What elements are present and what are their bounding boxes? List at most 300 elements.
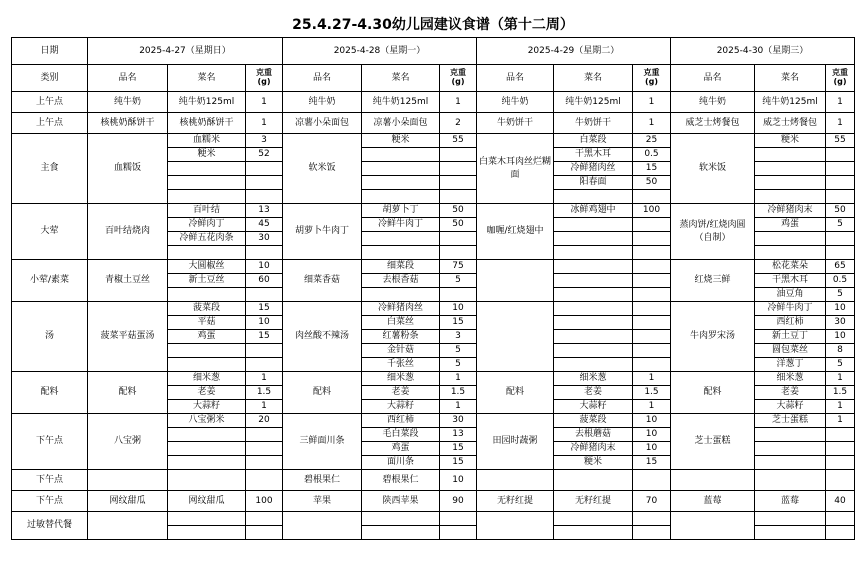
product-cell <box>477 512 554 540</box>
qty-cell <box>633 512 671 526</box>
product-cell: 软米饭 <box>283 134 362 204</box>
qty-cell: 15 <box>440 442 477 456</box>
qty-cell: 1 <box>826 372 855 386</box>
qty-cell: 5 <box>440 358 477 372</box>
qty-cell <box>633 344 671 358</box>
category-cell: 下午点 <box>12 491 88 512</box>
qty-cell: 10 <box>246 316 283 330</box>
qty-cell: 30 <box>246 232 283 246</box>
qty-cell: 10 <box>826 302 855 316</box>
dish-label: 菜名 <box>554 65 633 92</box>
dish-cell <box>168 162 246 176</box>
qty-cell <box>246 190 283 204</box>
qty-cell <box>826 232 855 246</box>
qty-label <box>633 65 671 92</box>
qty-cell: 1 <box>826 113 855 134</box>
qty-cell: 10 <box>246 260 283 274</box>
dish-cell: 冰鲜鸡翅中 <box>554 204 633 218</box>
qty-cell: 2 <box>440 113 477 134</box>
dish-cell: 纯牛奶125ml <box>755 92 826 113</box>
qty-cell: 65 <box>826 260 855 274</box>
qty-label-text: 克重(g) <box>643 67 660 86</box>
product-cell: 威芝士烤餐包 <box>671 113 755 134</box>
dish-cell: 新土豆丁 <box>755 330 826 344</box>
qty-cell: 1 <box>633 113 671 134</box>
qty-cell: 10 <box>440 470 477 491</box>
qty-cell: 1 <box>633 92 671 113</box>
product-cell: 纯牛奶 <box>671 92 755 113</box>
qty-cell: 0.5 <box>633 148 671 162</box>
dish-cell <box>362 190 440 204</box>
dish-cell <box>755 526 826 540</box>
product-cell: 纯牛奶 <box>88 92 168 113</box>
dish-cell: 冷鲜牛肉丁 <box>755 302 826 316</box>
dish-cell: 碧根果仁 <box>362 470 440 491</box>
dish-cell <box>554 274 633 288</box>
product-cell: 无籽红提 <box>477 491 554 512</box>
qty-cell <box>440 232 477 246</box>
category-cell: 下午点 <box>12 470 88 491</box>
dish-cell: 细菜段 <box>362 260 440 274</box>
dish-cell: 牛奶饼干 <box>554 113 633 134</box>
qty-cell: 10 <box>633 428 671 442</box>
qty-label <box>826 65 855 92</box>
dish-label: 菜名 <box>755 65 826 92</box>
dish-cell <box>755 470 826 491</box>
dish-cell: 芝士蛋糕 <box>755 414 826 428</box>
qty-cell: 55 <box>826 134 855 148</box>
table-row <box>12 512 855 526</box>
product-cell: 纯牛奶 <box>283 92 362 113</box>
qty-cell <box>633 358 671 372</box>
product-cell <box>283 512 362 540</box>
qty-cell: 1 <box>826 414 855 428</box>
table-row <box>12 134 855 148</box>
qty-cell: 100 <box>246 491 283 512</box>
qty-cell: 1 <box>246 113 283 134</box>
qty-cell <box>633 190 671 204</box>
qty-cell: 50 <box>440 204 477 218</box>
dish-cell: 冷鲜五花肉条 <box>168 232 246 246</box>
dish-cell <box>554 246 633 260</box>
dish-cell: 大蒜籽 <box>755 400 826 414</box>
product-label: 品名 <box>283 65 362 92</box>
product-cell <box>88 470 168 491</box>
qty-label <box>440 65 477 92</box>
dish-cell <box>554 358 633 372</box>
dish-cell <box>554 260 633 274</box>
table-row <box>12 414 855 428</box>
dish-cell: 网纹甜瓜 <box>168 491 246 512</box>
dish-cell: 八宝粥米 <box>168 414 246 428</box>
qty-label-text: 克重(g) <box>450 67 466 86</box>
menu-table <box>11 37 855 540</box>
dish-cell <box>755 442 826 456</box>
qty-cell <box>633 232 671 246</box>
product-cell: 配料 <box>283 372 362 414</box>
qty-cell <box>440 176 477 190</box>
qty-cell <box>633 246 671 260</box>
qty-cell <box>633 260 671 274</box>
qty-cell <box>826 246 855 260</box>
qty-cell <box>246 288 283 302</box>
dish-cell: 西红柿 <box>362 414 440 428</box>
qty-cell: 1.5 <box>826 386 855 400</box>
qty-cell <box>246 162 283 176</box>
qty-cell: 1 <box>633 400 671 414</box>
qty-cell: 45 <box>246 218 283 232</box>
dish-cell <box>554 218 633 232</box>
qty-cell <box>440 148 477 162</box>
qty-cell: 40 <box>826 491 855 512</box>
qty-cell <box>440 526 477 540</box>
product-cell <box>88 512 168 540</box>
qty-cell: 55 <box>440 134 477 148</box>
qty-cell: 1 <box>246 372 283 386</box>
dish-cell <box>554 470 633 491</box>
category-cell: 上午点 <box>12 92 88 113</box>
dish-cell: 粳米 <box>168 148 246 162</box>
qty-cell: 5 <box>440 274 477 288</box>
dish-cell: 细米葱 <box>755 372 826 386</box>
dish-cell: 威芝士烤餐包 <box>755 113 826 134</box>
product-cell: 苹果 <box>283 491 362 512</box>
product-cell <box>477 302 554 372</box>
dish-cell <box>755 190 826 204</box>
qty-cell <box>826 512 855 526</box>
product-cell <box>477 260 554 302</box>
qty-cell: 15 <box>633 456 671 470</box>
qty-cell <box>633 274 671 288</box>
dish-cell: 冷鲜猪肉丝 <box>554 162 633 176</box>
product-cell: 软米饭 <box>671 134 755 204</box>
dish-cell: 老姜 <box>755 386 826 400</box>
qty-cell <box>826 162 855 176</box>
qty-cell: 1 <box>440 372 477 386</box>
dish-cell: 去根香菇 <box>362 274 440 288</box>
qty-cell <box>633 218 671 232</box>
qty-cell: 10 <box>633 414 671 428</box>
qty-cell: 30 <box>440 414 477 428</box>
product-cell: 凉薯小朵面包 <box>283 113 362 134</box>
qty-cell <box>440 288 477 302</box>
qty-cell: 52 <box>246 148 283 162</box>
dish-cell: 油豆角 <box>755 288 826 302</box>
dish-cell <box>554 316 633 330</box>
dish-cell <box>362 148 440 162</box>
qty-cell: 15 <box>246 302 283 316</box>
category-label: 类别 <box>12 65 88 92</box>
dish-cell <box>168 288 246 302</box>
qty-cell: 15 <box>633 162 671 176</box>
qty-cell <box>633 470 671 491</box>
dish-cell: 菠菜段 <box>554 414 633 428</box>
qty-cell <box>826 442 855 456</box>
qty-cell: 50 <box>440 218 477 232</box>
product-cell: 三鲜面川条 <box>283 414 362 470</box>
dish-cell <box>168 512 246 526</box>
dish-cell <box>168 176 246 190</box>
dish-cell: 血糯米 <box>168 134 246 148</box>
product-label: 品名 <box>88 65 168 92</box>
qty-cell: 5 <box>440 344 477 358</box>
qty-cell <box>246 246 283 260</box>
dish-cell: 平菇 <box>168 316 246 330</box>
table-row <box>12 260 855 274</box>
table-row <box>12 302 855 316</box>
product-cell: 红烧三鲜 <box>671 260 755 302</box>
qty-cell: 13 <box>440 428 477 442</box>
dish-cell <box>554 288 633 302</box>
dish-cell: 老姜 <box>168 386 246 400</box>
date-label: 日期 <box>12 38 88 65</box>
product-cell: 田园时蔬粥 <box>477 414 554 470</box>
product-cell: 百叶结烧肉 <box>88 204 168 260</box>
dish-cell: 蓝莓 <box>755 491 826 512</box>
qty-cell: 100 <box>633 204 671 218</box>
qty-label <box>246 65 283 92</box>
dish-cell <box>168 190 246 204</box>
dish-cell: 冷鲜猪肉末 <box>755 204 826 218</box>
dish-cell: 干黑木耳 <box>554 148 633 162</box>
dish-cell: 细米葱 <box>554 372 633 386</box>
dish-cell: 大蒜籽 <box>554 400 633 414</box>
dish-cell: 千张丝 <box>362 358 440 372</box>
category-cell: 配料 <box>12 372 88 414</box>
qty-cell: 15 <box>440 456 477 470</box>
dish-cell: 纯牛奶125ml <box>554 92 633 113</box>
qty-cell <box>440 246 477 260</box>
qty-cell: 10 <box>826 330 855 344</box>
dish-cell <box>168 470 246 491</box>
dish-cell: 凉薯小朵面包 <box>362 113 440 134</box>
product-cell: 碧根果仁 <box>283 470 362 491</box>
dish-cell <box>755 148 826 162</box>
qty-cell: 15 <box>440 316 477 330</box>
dish-cell <box>755 176 826 190</box>
qty-cell: 1.5 <box>246 386 283 400</box>
qty-cell: 10 <box>440 302 477 316</box>
dish-cell: 粳米 <box>554 456 633 470</box>
qty-label-text: 克重(g) <box>832 67 848 86</box>
dish-cell: 去根蘑菇 <box>554 428 633 442</box>
qty-cell <box>826 526 855 540</box>
dish-cell <box>554 512 633 526</box>
dish-cell: 胡萝卜丁 <box>362 204 440 218</box>
dish-cell: 毛白菜段 <box>362 428 440 442</box>
product-cell: 牛肉罗宋汤 <box>671 302 755 372</box>
qty-cell <box>246 470 283 491</box>
qty-cell <box>633 288 671 302</box>
qty-cell: 10 <box>633 442 671 456</box>
product-cell: 青椒土豆丝 <box>88 260 168 302</box>
product-cell: 咖喱/红烧翅中 <box>477 204 554 260</box>
category-cell: 汤 <box>12 302 88 372</box>
qty-cell <box>633 302 671 316</box>
column-header-row <box>12 65 855 92</box>
dish-cell: 核桃奶酥饼干 <box>168 113 246 134</box>
qty-cell: 70 <box>633 491 671 512</box>
qty-cell: 60 <box>246 274 283 288</box>
dish-cell <box>554 344 633 358</box>
qty-cell: 5 <box>826 358 855 372</box>
qty-cell <box>633 330 671 344</box>
dish-cell: 细米葱 <box>168 372 246 386</box>
dish-cell <box>755 428 826 442</box>
product-cell <box>671 512 755 540</box>
product-cell <box>671 470 755 491</box>
dish-cell: 老姜 <box>362 386 440 400</box>
category-cell: 下午点 <box>12 414 88 470</box>
dish-cell <box>755 162 826 176</box>
qty-cell: 50 <box>826 204 855 218</box>
product-cell: 网纹甜瓜 <box>88 491 168 512</box>
dish-cell: 新土豆丝 <box>168 274 246 288</box>
dish-cell: 纯牛奶125ml <box>168 92 246 113</box>
category-cell: 大荤 <box>12 204 88 260</box>
dish-cell: 阳春面 <box>554 176 633 190</box>
qty-cell <box>246 526 283 540</box>
qty-cell: 25 <box>633 134 671 148</box>
qty-cell: 1 <box>440 92 477 113</box>
qty-cell: 8 <box>826 344 855 358</box>
dish-cell <box>168 442 246 456</box>
date-header-row <box>12 38 855 65</box>
category-cell: 小荤/素菜 <box>12 260 88 302</box>
day-header: 2025-4-28（星期一） <box>283 38 477 65</box>
qty-cell: 13 <box>246 204 283 218</box>
dish-cell: 陕西苹果 <box>362 491 440 512</box>
qty-cell <box>440 162 477 176</box>
product-cell: 胡萝卜牛肉丁 <box>283 204 362 260</box>
dish-cell: 洋葱丁 <box>755 358 826 372</box>
product-cell: 核桃奶酥饼干 <box>88 113 168 134</box>
table-row <box>12 204 855 218</box>
dish-cell: 老姜 <box>554 386 633 400</box>
dish-cell: 面川条 <box>362 456 440 470</box>
dish-cell: 金针菇 <box>362 344 440 358</box>
qty-cell <box>246 358 283 372</box>
table-row <box>12 113 855 134</box>
dish-cell: 松花菜朵 <box>755 260 826 274</box>
product-cell: 纯牛奶 <box>477 92 554 113</box>
qty-cell <box>246 512 283 526</box>
qty-cell: 30 <box>826 316 855 330</box>
dish-cell <box>362 288 440 302</box>
page-title: 25.4.27-4.30幼儿园建议食谱（第十二周） <box>292 17 574 33</box>
dish-cell: 圆包菜丝 <box>755 344 826 358</box>
qty-cell <box>246 456 283 470</box>
qty-cell <box>633 526 671 540</box>
dish-cell: 冷鲜牛肉丁 <box>362 218 440 232</box>
dish-cell <box>362 232 440 246</box>
day-header: 2025-4-27（星期日） <box>88 38 283 65</box>
qty-cell: 3 <box>246 134 283 148</box>
table-row <box>12 92 855 113</box>
day-header: 2025-4-29（星期二） <box>477 38 671 65</box>
qty-cell <box>633 316 671 330</box>
dish-cell: 白菜丝 <box>362 316 440 330</box>
dish-cell: 鸡蛋 <box>755 218 826 232</box>
table-row <box>12 491 855 512</box>
dish-cell: 冷鲜猪肉末 <box>554 442 633 456</box>
dish-cell: 粳米 <box>362 134 440 148</box>
dish-cell: 红薯粉条 <box>362 330 440 344</box>
dish-cell <box>168 456 246 470</box>
dish-cell <box>168 358 246 372</box>
dish-cell: 白菜段 <box>554 134 633 148</box>
day-header: 2025-4-30（星期三） <box>671 38 855 65</box>
dish-cell: 菠菜段 <box>168 302 246 316</box>
qty-cell: 50 <box>633 176 671 190</box>
qty-cell <box>826 456 855 470</box>
product-cell: 肉丝酸不辣汤 <box>283 302 362 372</box>
qty-cell <box>440 190 477 204</box>
product-cell: 芝士蛋糕 <box>671 414 755 470</box>
qty-cell: 20 <box>246 414 283 428</box>
product-cell: 菠菜平菇蛋汤 <box>88 302 168 372</box>
dish-cell <box>168 428 246 442</box>
product-cell: 配料 <box>671 372 755 414</box>
dish-cell <box>755 512 826 526</box>
qty-cell: 1 <box>246 400 283 414</box>
dish-cell: 细米葱 <box>362 372 440 386</box>
product-cell: 牛奶饼干 <box>477 113 554 134</box>
dish-cell <box>168 526 246 540</box>
qty-cell: 5 <box>826 218 855 232</box>
dish-cell: 百叶结 <box>168 204 246 218</box>
qty-cell: 90 <box>440 491 477 512</box>
dish-label: 菜名 <box>362 65 440 92</box>
dish-cell: 冷鲜肉丁 <box>168 218 246 232</box>
dish-cell: 纯牛奶125ml <box>362 92 440 113</box>
qty-cell <box>440 512 477 526</box>
dish-cell: 大蒜籽 <box>362 400 440 414</box>
product-label: 品名 <box>671 65 755 92</box>
dish-cell <box>168 246 246 260</box>
table-row <box>12 470 855 491</box>
product-cell: 配料 <box>88 372 168 414</box>
dish-cell: 大圆椒丝 <box>168 260 246 274</box>
qty-label-text: 克重(g) <box>256 67 272 86</box>
dish-cell: 粳米 <box>755 134 826 148</box>
qty-cell <box>246 344 283 358</box>
qty-cell: 1.5 <box>633 386 671 400</box>
dish-cell: 西红柿 <box>755 316 826 330</box>
dish-cell <box>554 190 633 204</box>
dish-cell <box>362 512 440 526</box>
qty-cell: 1.5 <box>440 386 477 400</box>
qty-cell <box>246 176 283 190</box>
product-cell: 配料 <box>477 372 554 414</box>
dish-cell <box>755 232 826 246</box>
qty-cell: 1 <box>440 400 477 414</box>
dish-cell <box>554 526 633 540</box>
qty-cell <box>246 442 283 456</box>
dish-cell <box>554 302 633 316</box>
category-cell: 过敏替代餐 <box>12 512 88 540</box>
qty-cell: 1 <box>633 372 671 386</box>
qty-cell: 15 <box>246 330 283 344</box>
dish-cell <box>362 176 440 190</box>
qty-cell <box>826 176 855 190</box>
dish-cell: 冷鲜猪肉丝 <box>362 302 440 316</box>
qty-cell <box>826 428 855 442</box>
dish-cell: 鸡蛋 <box>168 330 246 344</box>
product-cell <box>477 470 554 491</box>
product-cell: 血糯饭 <box>88 134 168 204</box>
table-row <box>12 372 855 386</box>
